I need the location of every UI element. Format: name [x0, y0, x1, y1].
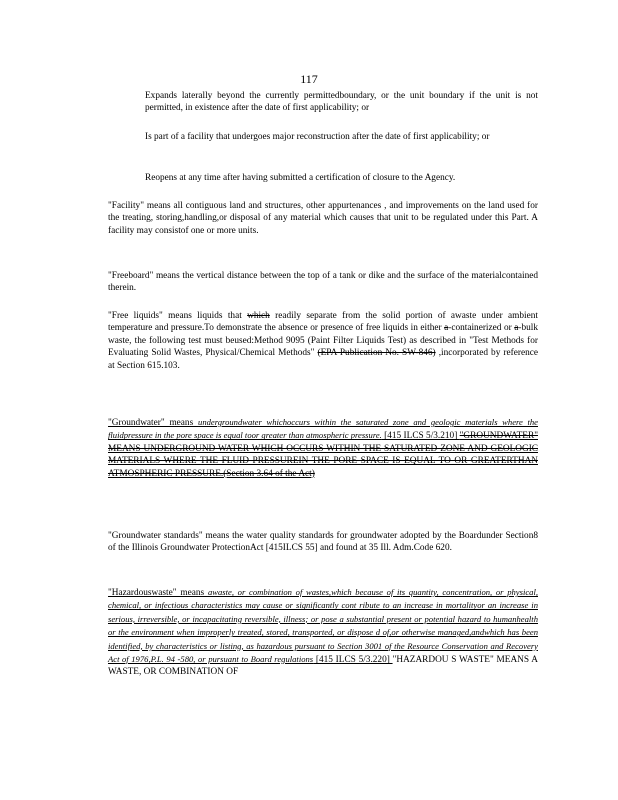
- groundwater-inserted-definition: undergroundwater whichoccurs within the saturated zone and geologic materials where the fluidpressure in the pore space is equal toor greater than atmospheric pressure.: [108, 417, 538, 441]
- definition-facility: "Facility" means all contiguous land and structures, other appurtenances , and improvements on the land used for the treating, storing,handling,or disposal of any material which causes that unit to be regulated under this Part. A facility may consistof one or more units.: [108, 201, 538, 236]
- page-number: 117: [300, 72, 318, 86]
- free-liquids-deleted-4: (EPA Publication No. SW-846): [317, 348, 436, 359]
- free-liquids-text-2: readily separate from the solid portion of awaste under ambient temperature and pressure.To demonstrate the absence or presence of free liquids in either: [108, 311, 538, 334]
- hazardous-waste-caps-text: "HAZARDOU S WASTE" MEANS A WASTE, OR COMBINATION OF: [108, 655, 539, 678]
- sub-item-reopens: Reopens at any time after having submitted a certification of closure to the Agency.: [145, 173, 456, 183]
- sub-item-expands: Expands laterally beyond the currently permittedboundary, or the unit boundary if the unit is not permitted, in existence after the date of first applicability; or: [145, 91, 538, 114]
- definition-groundwater-standards: "Groundwater standards" means the water quality standards for groundwater adopted by the Boardunder Section8 of the Illinois Groundwater ProtectionAct [415ILCS 55] and found at 35 Ill. Adm.Code 620.: [108, 531, 538, 554]
- groundwater-term: "Groundwater" means: [108, 418, 199, 428]
- free-liquids-deleted-3: a: [514, 323, 519, 334]
- free-liquids-deleted-1: which: [247, 311, 270, 321]
- free-liquids-text-5: ,incorporated by reference at Section 615.103.: [108, 348, 538, 371]
- hazardous-waste-term: "Hazardouswaste" means: [108, 588, 208, 598]
- definition-freeboard: "Freeboard" means the vertical distance between the top of a tank or dike and the surface of the materialcontained therein.: [108, 271, 538, 294]
- groundwater-citation: [415 ILCS 5/3.210]: [381, 431, 460, 442]
- free-liquids-text-4: -bulk waste, the following test must beused:Method 9095 (Paint Filter Liquids Test) as described in "Test Methods for Evaluating Solid Wastes, Physical/Chemical Methods": [108, 323, 538, 359]
- definition-free-liquids: [108, 310, 538, 372]
- free-liquids-text-3: -containerized or: [448, 323, 515, 334]
- free-liquids-deleted-2: a: [444, 323, 449, 334]
- groundwater-struck-definition: "GROUNDWATER" MEANS UNDERGROUND WATER WHICH OCCURS WITHIN THE SATURATED ZONE AND GEOLOGIC MATERIALS WHERE THE FLUID PRESSUREIN THE PORE SPACE IS EQUAL TO OR GREATERTHAN ATMOSPHERIC PRESSURE.(Section 3.64 of the Act): [108, 431, 538, 479]
- sub-item-part-of: Is part of a facility that undergoes major reconstruction after the date of first applicability; or: [145, 132, 490, 142]
- definition-groundwater: [108, 416, 538, 480]
- hazardous-waste-citation: [415 ILCS 5/3.220]: [313, 655, 393, 666]
- free-liquids-text-1: "Free liquids" means liquids that: [108, 311, 248, 321]
- hazardous-waste-inserted-definition: awaste, or combination of wastes,which because of its quantity, concentration, or physical, chemical, or infectious characteristics may cause or significantly cont ribute to an increase in mortalityor an increase in serious, irreversible, or incapacitating reversible, illness; or pose a substantial present or potential hazard to humanhealth or the environment when improperly treated, stored, transported, or dispose d of,or otherwise managed,andwhich has been identified, by characteristics or listing, as hazardous pursuant to Section 3001 of the Resource Conservation and Recovery Act of 1976,P.L. 94 -580, or pursuant to Board regulations: [108, 587, 538, 665]
- definition-hazardous-waste: [108, 586, 538, 679]
